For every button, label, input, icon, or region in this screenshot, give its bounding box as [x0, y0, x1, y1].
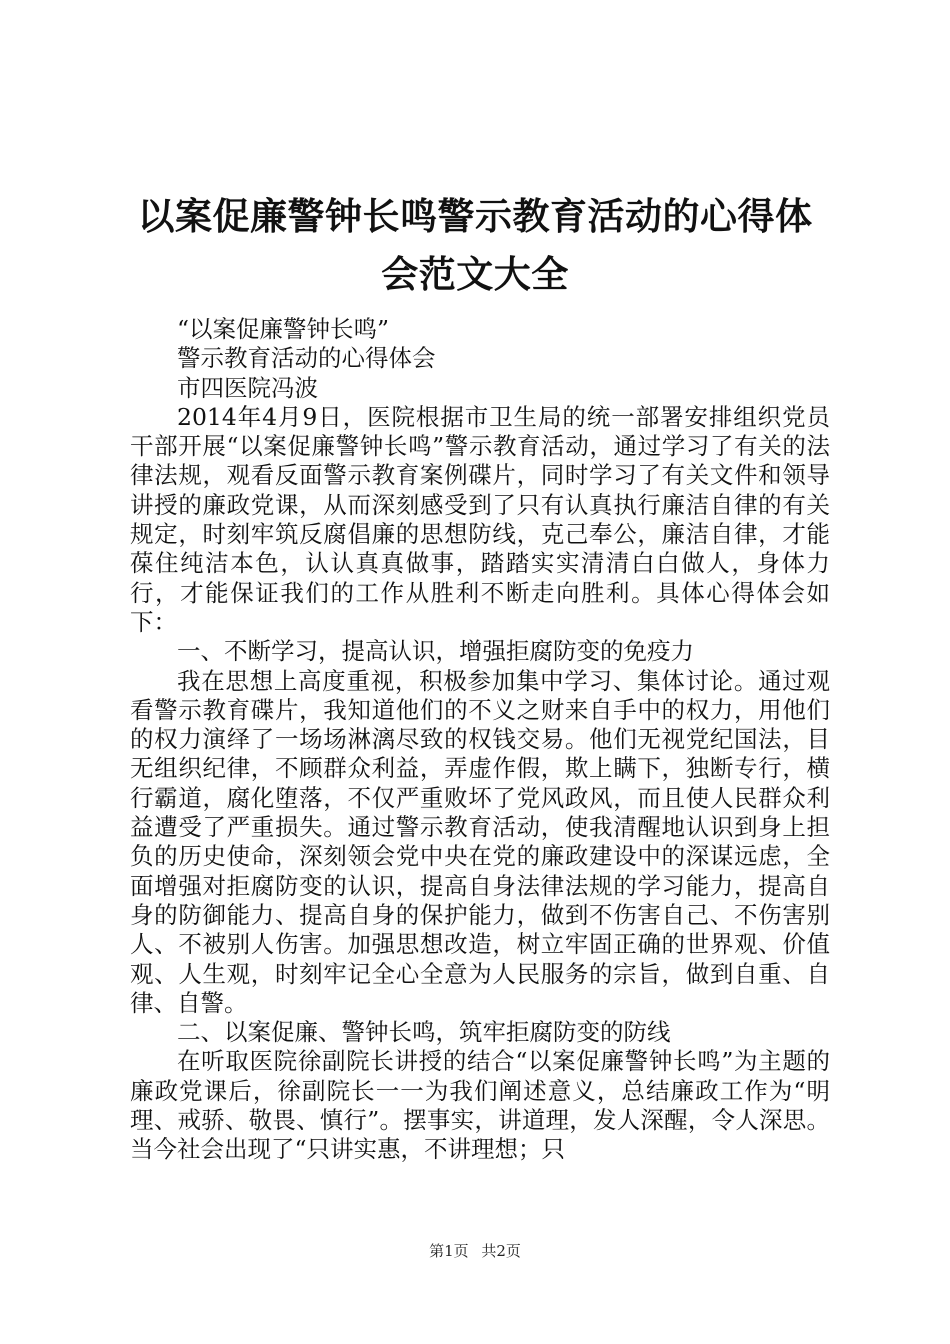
page-total: 共2页 [481, 1242, 521, 1260]
page-footer [0, 1240, 950, 1261]
section-heading: 二、以案促廉、警钟长鸣，筑牢拒腐防变的防线 [177, 1018, 671, 1047]
document-title: 以案促廉警钟长鸣警示教育活动的心得体会范文大全 [137, 194, 813, 296]
body-paragraph: “以案促廉警钟长鸣” [177, 315, 390, 343]
body-paragraph: 市四医院冯波 [177, 373, 318, 402]
body-paragraph: 2014年4月9日，医院根据市卫生局的统一部署安排组织党员干部开展“以案促廉警钟长鸣”警示教育活动，通过学习了有关的法律法规，观看反面警示教育案例碟片，同时学习了有关文件和领导讲授的廉政党课，从而深刻感受到了只有认真执行廉洁自律的有关规定，时刻牢筑反腐倡廉的思想防线，克己奉公，廉洁自律，才能葆住纯洁本色，认认真真做事，踏踏实实清清白白做人，身体力行，才能保证我们的工作从胜利不断走向胜利。具体心得体会如下： [130, 402, 830, 636]
section-heading: 一、不断学习，提高认识，增强拒腐防变的免疫力 [177, 637, 694, 666]
body-paragraph: 警示教育活动的心得体会 [177, 344, 436, 373]
page-number: 第1页 [429, 1242, 469, 1260]
body-paragraph: 在听取医院徐副院长讲授的结合“以案促廉警钟长鸣”为主题的廉政党课后，徐副院长一一为我们阐述意义，总结廉政工作为“明理、戒骄、敬畏、慎行”。摆事实，讲道理，发人深醒，令人深思。当今社会出现了“只讲实惠，不讲理想；只 [130, 1047, 830, 1164]
document-body [130, 315, 830, 1165]
body-paragraph: 我在思想上高度重视，积极参加集中学习、集体讨论。通过观看警示教育碟片，我知道他们的不义之财来自手中的权力，用他们的权力演绎了一场场淋漓尽致的权钱交易。他们无视党纪国法，目无组织纪律，不顾群众利益，弄虚作假，欺上瞒下，独断专行，横行霸道，腐化堕落，不仅严重败坏了党风政风，而且使人民群众利益遭受了严重损失。通过警示教育活动，使我清醒地认识到身上担负的历史使命，深刻领会党中央在党的廉政建设中的深谋远虑，全面增强对拒腐防变的认识，提高自身法律法规的学习能力，提高自身的防御能力、提高自身的保护能力，做到不伤害自己、不伤害别人、不被别人伤害。加强思想改造，树立牢固正确的世界观、价值观、人生观，时刻牢记全心全意为人民服务的宗旨，做到自重、自律、自警。 [130, 666, 830, 1017]
